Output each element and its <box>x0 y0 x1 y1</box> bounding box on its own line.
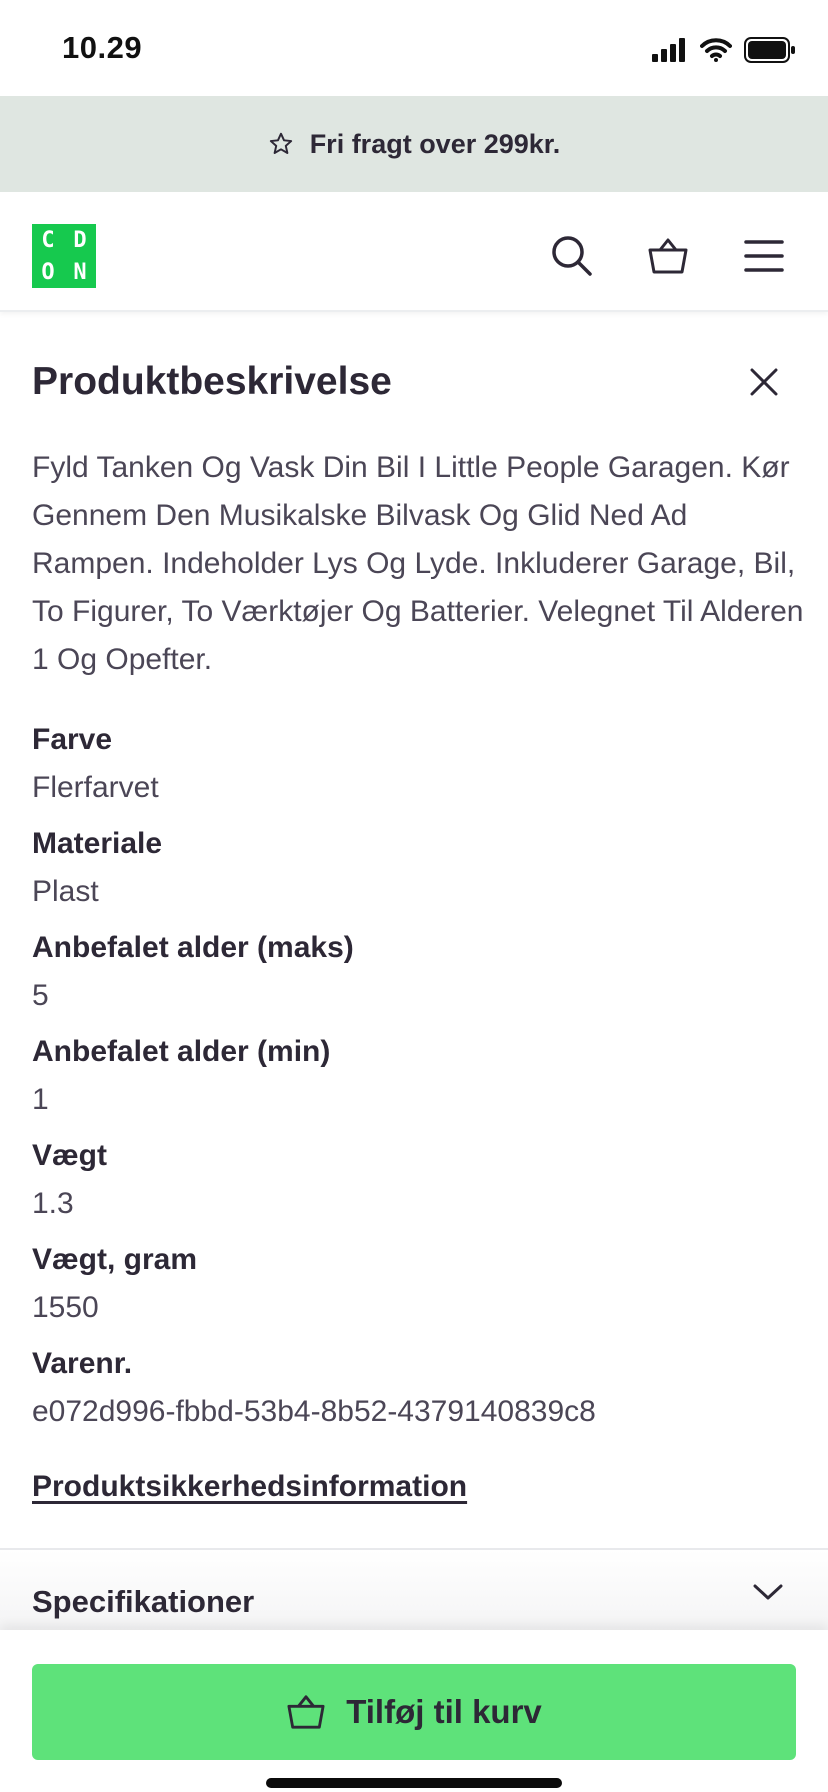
promo-text: Fri fragt over 299kr. <box>309 128 561 159</box>
spec-item <box>32 820 804 924</box>
wifi-icon <box>700 38 732 62</box>
home-indicator <box>266 1778 562 1788</box>
cdon-logo[interactable] <box>32 224 96 288</box>
spec-value: 1550 <box>32 1291 99 1324</box>
panel-title: Produktbeskrivelse <box>32 360 392 403</box>
logo-letter: D <box>73 227 87 253</box>
search-icon <box>550 234 594 278</box>
basket-icon <box>286 1693 326 1731</box>
spec-label: Materiale <box>32 827 163 860</box>
spec-item <box>32 1028 804 1132</box>
bottom-bar <box>0 1630 828 1792</box>
spec-item <box>32 924 804 1028</box>
close-button[interactable] <box>742 360 786 404</box>
close-icon <box>749 367 779 397</box>
spec-label: Varenr. <box>32 1347 133 1380</box>
spec-label: Farve <box>32 723 113 756</box>
spec-label: Vægt <box>32 1139 107 1172</box>
promo-banner <box>0 96 828 192</box>
spec-value: 5 <box>32 979 49 1012</box>
spec-value: Plast <box>32 875 99 908</box>
menu-button[interactable] <box>734 226 794 286</box>
basket-button[interactable] <box>638 226 698 286</box>
product-safety-link[interactable]: Produktsikkerhedsinformation <box>32 1470 468 1503</box>
spec-value: 1.3 <box>32 1187 74 1220</box>
spec-label: Vægt, gram <box>32 1243 198 1276</box>
logo-letter: C <box>41 227 55 253</box>
logo-letter: N <box>73 259 87 285</box>
status-bar <box>0 0 828 96</box>
signal-icon <box>652 38 688 62</box>
search-button[interactable] <box>542 226 602 286</box>
site-header <box>0 192 828 312</box>
add-to-cart-button[interactable] <box>32 1664 796 1760</box>
spec-item <box>32 1132 804 1236</box>
spec-item <box>32 716 804 820</box>
logo-letter: O <box>41 259 55 285</box>
product-description: Fyld Tanken Og Vask Din Bil I Little People Garagen. Kør Gennem Den Musikalske Bilvask Og Glid Ned Ad Rampen. Indeholder Lys Og Lyde. Inkluderer Garage, Bil, To Figurer, To Værktøjer Og Batterier. Velegnet Til Alderen 1 Og Opefter. <box>32 451 804 676</box>
menu-icon <box>744 239 784 273</box>
star-icon <box>268 131 294 157</box>
spec-value: e072d996-fbbd-53b4-8b52-4379140839c8 <box>32 1395 596 1428</box>
spec-label: Anbefalet alder (maks) <box>32 931 354 964</box>
accordion-label: Specifikationer <box>32 1584 255 1619</box>
status-icons <box>652 36 796 64</box>
add-to-cart-label: Tilføj til kurv <box>346 1693 542 1730</box>
spec-list <box>32 716 804 1444</box>
chevron-down-icon <box>752 1582 784 1602</box>
spec-item <box>32 1236 804 1340</box>
status-time: 10.29 <box>62 30 143 65</box>
spec-value: Flerfarvet <box>32 771 159 804</box>
spec-label: Anbefalet alder (min) <box>32 1035 331 1068</box>
battery-icon <box>744 37 796 63</box>
spec-item <box>32 1340 804 1444</box>
spec-value: 1 <box>32 1083 49 1116</box>
basket-icon <box>647 236 689 276</box>
specifications-accordion[interactable] <box>0 1550 828 1630</box>
